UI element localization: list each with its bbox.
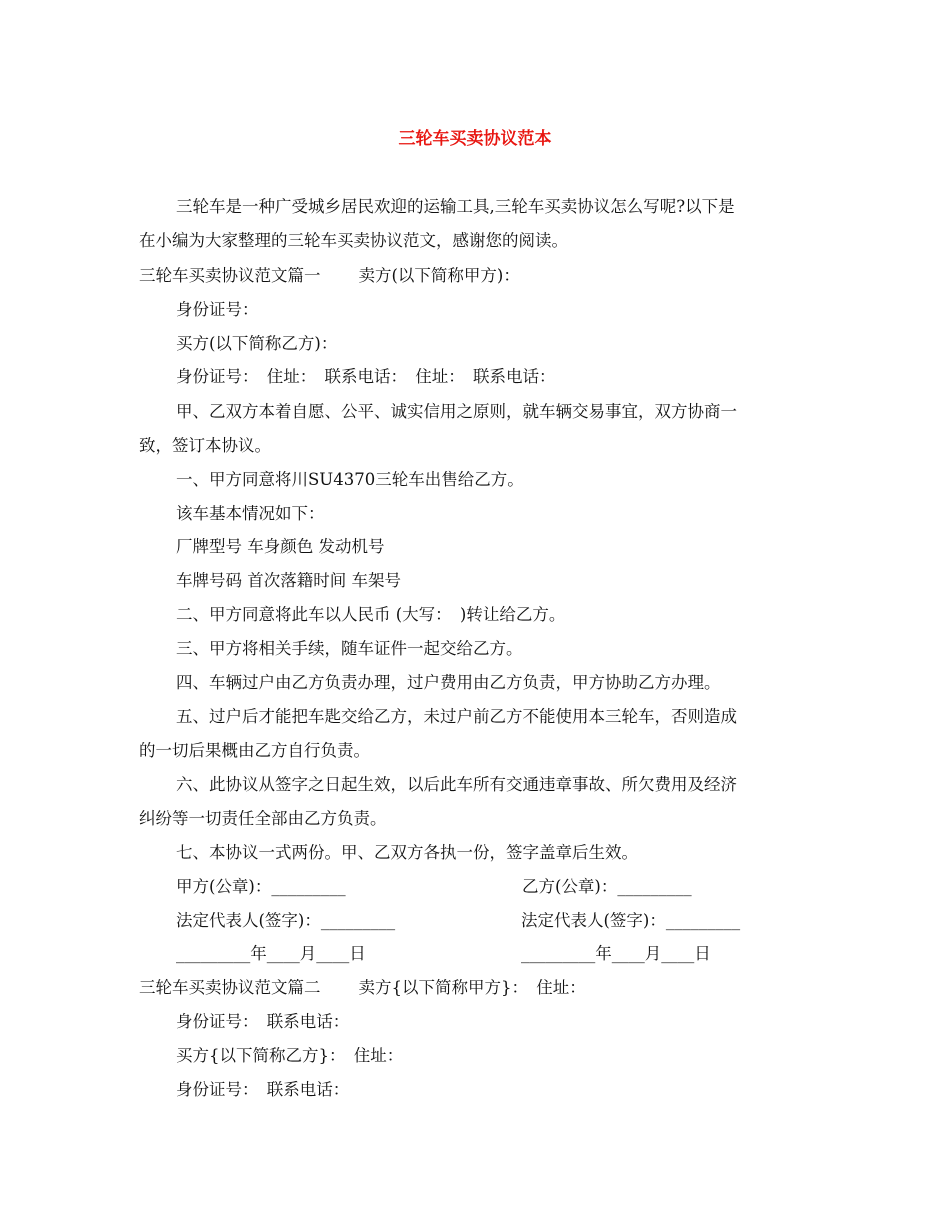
clause-6-line-1: 六、此协议从签字之日起生效，以后此车所有交通违章事故、所欠费用及经济: [176, 775, 737, 794]
party-a-rep: 法定代表人(签字)：_________: [176, 911, 396, 930]
clause-6-line-2: 纠纷等一切责任全部由乙方负责。: [139, 809, 387, 828]
part2-seller: 卖方{以下简称甲方}： 住址：: [358, 978, 586, 997]
clause-1: 一、甲方同意将川SU4370三轮车出售给乙方。: [176, 470, 524, 489]
part1-heading: 三轮车买卖协议范文篇一: [139, 266, 321, 285]
document-title: 三轮车买卖协议范本: [398, 129, 552, 149]
part1-info-line: 身份证号： 住址： 联系电话： 住址： 联系电话：: [176, 367, 556, 386]
part2-heading-row: [139, 971, 586, 1004]
signature-row-rep: [176, 904, 876, 937]
part2-heading: 三轮车买卖协议范文篇二: [139, 978, 321, 997]
party-b-rep: 法定代表人(签字)：_________: [521, 911, 741, 930]
intro-line-1: 三轮车是一种广受城乡居民欢迎的运输工具,三轮车买卖协议怎么写呢?以下是: [176, 197, 735, 216]
part1-heading-row: [139, 259, 520, 292]
part2-seller-info: 身份证号： 联系电话：: [176, 1012, 350, 1031]
intro-line-2: 在小编为大家整理的三轮车买卖协议范文，感谢您的阅读。: [139, 231, 568, 250]
clause-7: 七、本协议一式两份。甲、乙双方各执一份，签字盖章后生效。: [176, 843, 638, 862]
part1-buyer: 买方(以下简称乙方)：: [176, 334, 338, 353]
party-a-date: _________年____月____日: [176, 944, 366, 963]
vehicle-intro: 该车基本情况如下：: [176, 504, 325, 523]
clause-5-line-1: 五、过户后才能把车匙交给乙方，未过户前乙方不能使用本三轮车，否则造成: [176, 707, 737, 726]
clause-3: 三、甲方将相关手续，随车证件一起交给乙方。: [176, 639, 523, 658]
clause-4: 四、车辆过户由乙方负责办理，过户费用由乙方负责，甲方协助乙方办理。: [176, 673, 721, 692]
clause-5-line-2: 的一切后果概由乙方自行负责。: [139, 741, 370, 760]
part2-buyer: 买方{以下简称乙方}： 住址：: [176, 1046, 404, 1065]
part1-preamble-1: 甲、乙双方本着自愿、公平、诚实信用之原则，就车辆交易事宜，双方协商一: [176, 402, 737, 421]
party-b-date: _________年____月____日: [521, 944, 711, 963]
part1-seller: 卖方(以下简称甲方)：: [358, 266, 520, 285]
party-a-seal: 甲方(公章)：_________: [176, 877, 346, 896]
part1-seller-id: 身份证号：: [176, 300, 259, 319]
party-b-seal: 乙方(公章)：_________: [522, 877, 692, 896]
signature-row-seal: [176, 870, 876, 903]
vehicle-row-1: 厂牌型号 车身颜色 发动机号: [176, 537, 385, 556]
clause-2: 二、甲方同意将此车以人民币 (大写： )转让给乙方。: [176, 605, 566, 624]
signature-row-date: [176, 937, 876, 970]
part2-buyer-info: 身份证号： 联系电话：: [176, 1080, 350, 1099]
vehicle-row-2: 车牌号码 首次落籍时间 车架号: [176, 571, 401, 590]
part1-preamble-2: 致，签订本协议。: [139, 436, 271, 455]
